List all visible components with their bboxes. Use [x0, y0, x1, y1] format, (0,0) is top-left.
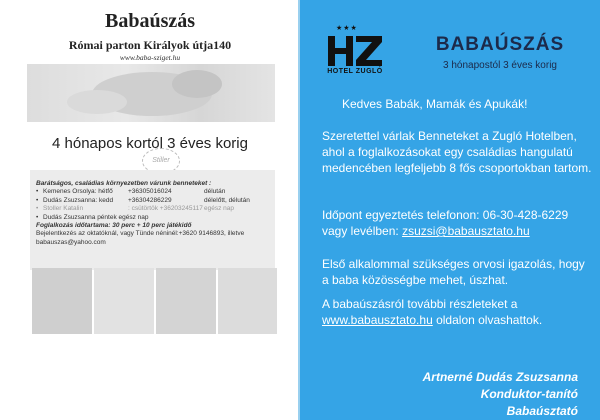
hotel-logo: [326, 32, 384, 70]
pool-photo: [94, 268, 154, 334]
signature-block: [423, 369, 578, 420]
hotel-logo-text: HOTEL ZUGLÓ: [327, 68, 383, 75]
instructor-row: • Dudás Zsuzsanna péntek egész nap: [36, 213, 149, 221]
instructor-row: • Stoller Katalin : csütörtök +36203245117egész nap: [36, 205, 234, 213]
medical-paragraph: Első alkalommal szükséges orvosi igazolás, hogy a baba közösségbe mehet, úszhat.: [322, 257, 585, 287]
left-address: Római parton Királyok útja140: [68, 38, 232, 52]
contact-email: babauszas@yahoo.com: [36, 238, 106, 246]
intro-text: Barátságos, családias környezetben várunk benneteket :: [36, 180, 212, 187]
signup-text: Bejelentkezés az oktatóknál, vagy Tünde néninél:+3620 9146893, illetve: [36, 230, 245, 238]
photo-strip: [32, 268, 277, 338]
hz-logo-icon: [326, 32, 384, 70]
signature-role: Konduktor-tanító: [480, 387, 578, 401]
left-title: Babaúszás: [104, 10, 196, 32]
pool-photo: [32, 268, 92, 334]
website-paragraph: A babaúszásról további részleteket a www.babausztato.hu oldalon olvashattok.: [322, 297, 543, 327]
left-website: www.baba-sziget.hu: [119, 53, 181, 62]
duration-text: Foglalkozás időtartama: 30 perc + 10 perc játékidő: [36, 222, 192, 230]
instructor-info: [36, 180, 291, 247]
left-age-range: 4 hónapos kortól 3 éves korig: [52, 135, 248, 152]
stamp-mark: Stiller: [142, 148, 180, 174]
booking-paragraph: [322, 207, 592, 239]
pool-photo: [218, 268, 277, 334]
phone-line: Időpont egyeztetés telefonon: 06-30-428-6229: [322, 208, 569, 222]
email-line: vagy levélben: zsuzsi@babausztato.hu: [322, 224, 530, 238]
right-subtitle: 3 hónapostól 3 éves korig: [443, 60, 557, 71]
email-link[interactable]: zsuzsi@babausztato.hu: [402, 224, 530, 238]
right-title: BABAÚSZÁS: [435, 34, 565, 55]
pool-photo-illustration: [27, 64, 275, 122]
stars-icon: ★★★: [336, 25, 358, 32]
left-blank-area: [0, 350, 300, 420]
website-link[interactable]: www.babausztato.hu: [322, 313, 433, 327]
instructor-row: • Dudás Zsuzsanna: kedd +36304286229 délelőtt, délután: [36, 196, 250, 204]
pool-photo: [156, 268, 216, 334]
pool-photo-top: [27, 64, 275, 122]
signature-name: Artnerné Dudás Zsuzsanna: [422, 370, 578, 384]
welcome-paragraph: Szeretettel várlak Benneteket a Zugló Hotelben, ahol a foglalkozásokat egy családias hangulatú medencében legfeljebb 8 fős csoportokban tartom.: [322, 129, 592, 175]
signature-role-2: Babaúsztató: [506, 404, 578, 418]
greeting: Kedves Babák, Mamák és Apukák!: [342, 97, 528, 111]
instructor-row: • Kemenes Orsolya: hétfő +36305016024 délután: [36, 188, 226, 196]
